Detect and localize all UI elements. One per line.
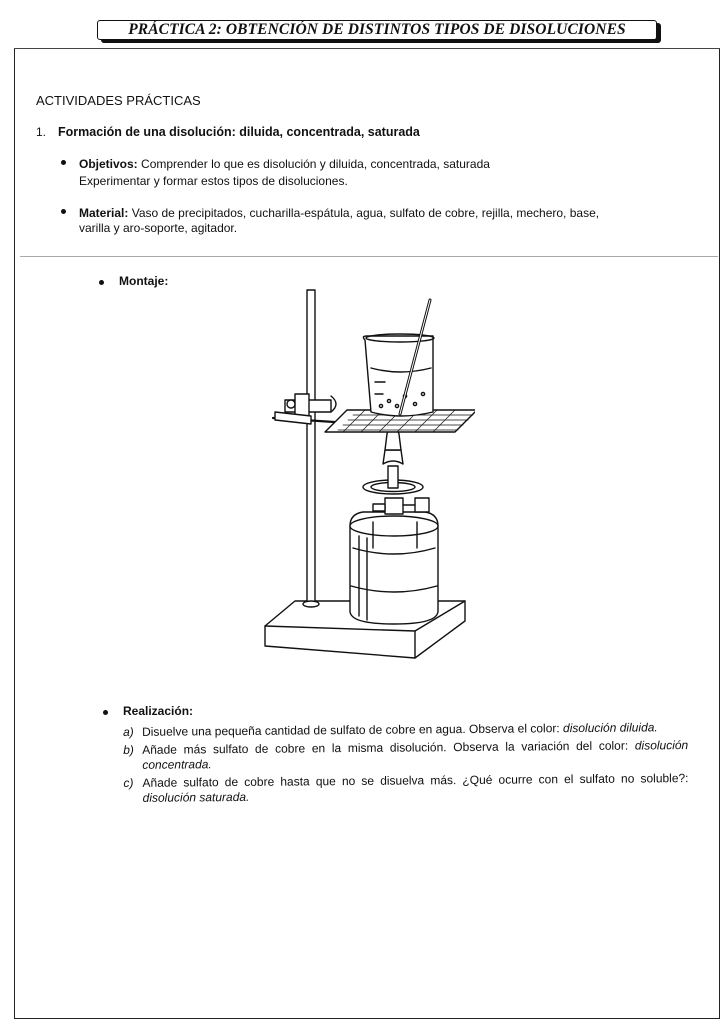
step-b: [123, 738, 688, 773]
realizacion-label: Realización:: [123, 704, 194, 718]
item-number: 1.: [36, 125, 47, 139]
step-letter: b): [123, 742, 134, 757]
steps-list: [123, 720, 689, 809]
objetivos-text-1: Comprender lo que es disolución y diluida, concentrada, saturada: [141, 157, 490, 171]
step-letter: a): [123, 724, 134, 739]
section-heading: ACTIVIDADES PRÁCTICAS: [36, 93, 201, 108]
beaker: [363, 334, 434, 416]
material-label: Material:: [79, 206, 129, 220]
page-title: PRÁCTICA 2: OBTENCIÓN DE DISTINTOS TIPOS DE DISOLUCIONES: [97, 20, 657, 40]
gas-canister: [350, 512, 438, 624]
step-letter: c): [123, 775, 134, 790]
bullet-icon: [61, 209, 66, 214]
step-emphasis: disolución diluida.: [562, 720, 658, 736]
objetivos-text-2: Experimentar y formar estos tipos de disoluciones.: [79, 174, 348, 188]
bullet-icon: [103, 710, 108, 715]
title-banner: [97, 20, 663, 44]
lab-apparatus-illustration: [255, 286, 475, 666]
bullet-icon: [99, 280, 104, 285]
objetivos-line-1: [79, 157, 490, 172]
step-emphasis: disolución saturada.: [142, 789, 250, 805]
montaje-label: Montaje:: [119, 274, 169, 288]
material-line-1: [79, 206, 599, 221]
support-rod: [303, 290, 319, 607]
material-text-1: Vaso de precipitados, cucharilla-espátula, agua, sulfato de cobre, rejilla, mechero, base,: [131, 206, 600, 220]
step-text: Añade más sulfato de cobre en la misma disolución. Observa la variación del color:: [142, 738, 635, 757]
step-emphasis: disolución concentrada.: [142, 738, 689, 772]
bullet-icon: [61, 160, 66, 165]
item-title: Formación de una disolución: diluida, concentrada, saturada: [58, 125, 420, 139]
material-text-2: varilla y aro-soporte, agitador.: [79, 221, 238, 235]
section-divider: [20, 256, 718, 257]
top-rule: [14, 48, 720, 49]
step-c: [123, 771, 688, 806]
burner: [363, 425, 429, 514]
step-text: Disuelve una pequeña cantidad de sulfato de cobre en agua. Observa el color:: [141, 721, 564, 739]
step-text: Añade sulfato de cobre hasta que no se disuelva más. ¿Qué ocurre con el sulfato no soluble?:: [142, 771, 689, 790]
objetivos-label: Objetivos:: [79, 157, 138, 171]
